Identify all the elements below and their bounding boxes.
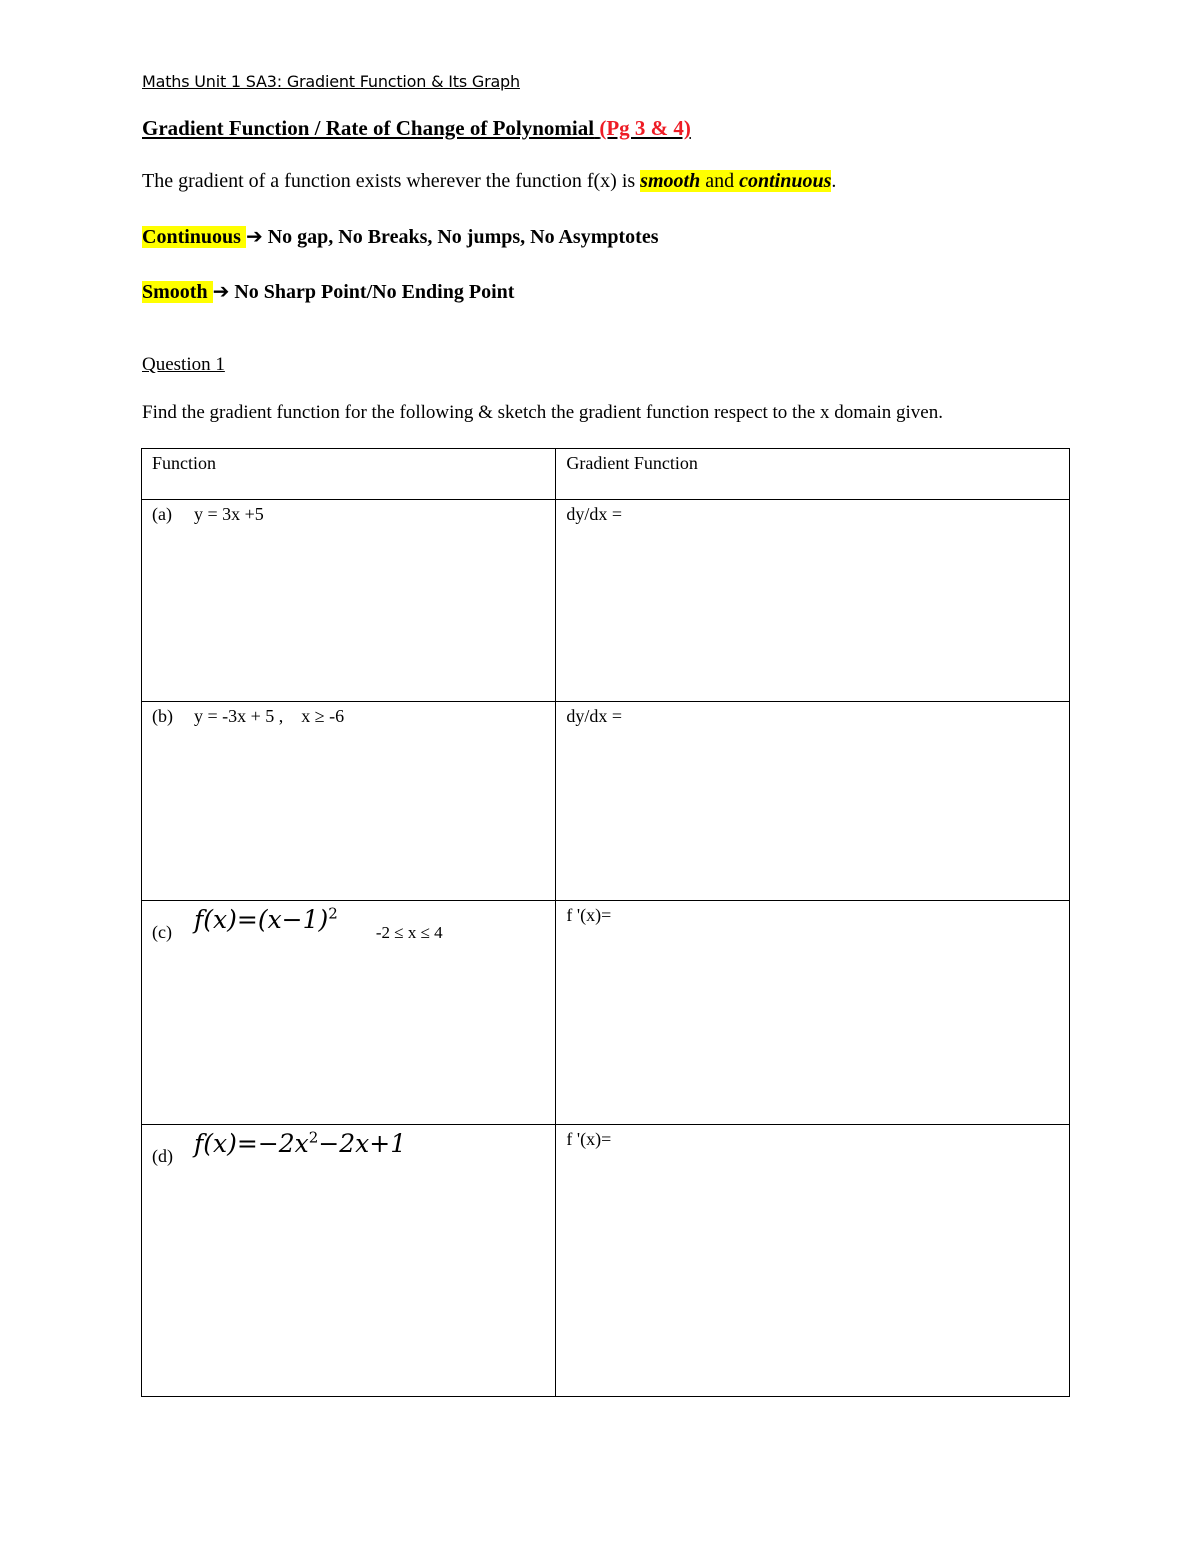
continuous-definition bbox=[142, 224, 658, 249]
exponent: 2 bbox=[308, 1129, 319, 1147]
continuous-term: Continuous bbox=[142, 226, 246, 248]
answer-cell[interactable] bbox=[556, 702, 1070, 901]
and-highlight: and bbox=[700, 170, 740, 192]
column-header-gradient: Gradient Function bbox=[556, 449, 1070, 500]
table-row bbox=[142, 1125, 1070, 1397]
continuous-highlight: continuous bbox=[739, 170, 832, 192]
function-body: (x)=−2x bbox=[203, 1129, 309, 1159]
part-label: (a) bbox=[152, 504, 172, 524]
domain-condition: x ≥ -6 bbox=[301, 706, 345, 726]
part-label: (d) bbox=[152, 1146, 173, 1167]
part-label: (b) bbox=[152, 706, 173, 726]
question-instructions: Find the gradient function for the following & sketch the gradient function respect to the x domain given. bbox=[142, 402, 943, 423]
function-body: (x)=(x−1) bbox=[203, 905, 329, 935]
function-expression: y = 3x +5 bbox=[194, 504, 264, 524]
function-expression bbox=[194, 905, 338, 934]
right-arrow-icon: ➔ bbox=[212, 279, 230, 303]
table-row bbox=[142, 702, 1070, 901]
intro-text: The gradient of a function exists wherever the function f(x) is bbox=[142, 170, 641, 192]
exercise-table bbox=[141, 448, 1070, 1397]
function-cell bbox=[142, 500, 556, 702]
smooth-highlight: smooth bbox=[640, 170, 701, 192]
table-header-row bbox=[142, 449, 1070, 500]
intro-end: . bbox=[831, 170, 837, 192]
section-title-text: Gradient Function / Rate of Change of Polynomial bbox=[142, 116, 595, 140]
function-symbol: f bbox=[194, 1129, 204, 1159]
function-expression bbox=[194, 1129, 406, 1158]
function-cell bbox=[142, 1125, 556, 1397]
part-label: (c) bbox=[152, 922, 172, 943]
continuous-description: No gap, No Breaks, No jumps, No Asymptotes bbox=[262, 226, 659, 248]
answer-cell[interactable] bbox=[556, 500, 1070, 702]
answer-label: dy/dx = bbox=[566, 706, 623, 726]
right-arrow-icon: ➔ bbox=[245, 224, 263, 248]
table-row bbox=[142, 500, 1070, 702]
table-row bbox=[142, 901, 1070, 1125]
answer-label: f '(x)= bbox=[566, 905, 612, 925]
answer-cell[interactable] bbox=[556, 1125, 1070, 1397]
smooth-term: Smooth bbox=[142, 281, 213, 303]
section-title bbox=[142, 116, 691, 141]
function-expression: y = -3x + 5 , bbox=[194, 706, 284, 726]
question-heading: Question 1 bbox=[142, 354, 225, 375]
domain-condition: -2 ≤ x ≤ 4 bbox=[375, 923, 443, 943]
smooth-description: No Sharp Point/No Ending Point bbox=[229, 281, 515, 303]
intro-sentence bbox=[142, 170, 836, 193]
answer-label: f '(x)= bbox=[566, 1129, 612, 1149]
smooth-definition bbox=[142, 279, 514, 304]
function-tail: −2x+1 bbox=[318, 1129, 407, 1159]
answer-cell[interactable] bbox=[556, 901, 1070, 1125]
function-cell bbox=[142, 702, 556, 901]
page-header: Maths Unit 1 SA3: Gradient Function & Its Graph bbox=[142, 72, 520, 91]
column-header-function: Function bbox=[142, 449, 556, 500]
function-cell bbox=[142, 901, 556, 1125]
exponent: 2 bbox=[328, 905, 338, 923]
answer-label: dy/dx = bbox=[566, 504, 623, 524]
function-symbol: f bbox=[194, 905, 204, 935]
page-reference: (Pg 3 & 4) bbox=[599, 116, 691, 140]
